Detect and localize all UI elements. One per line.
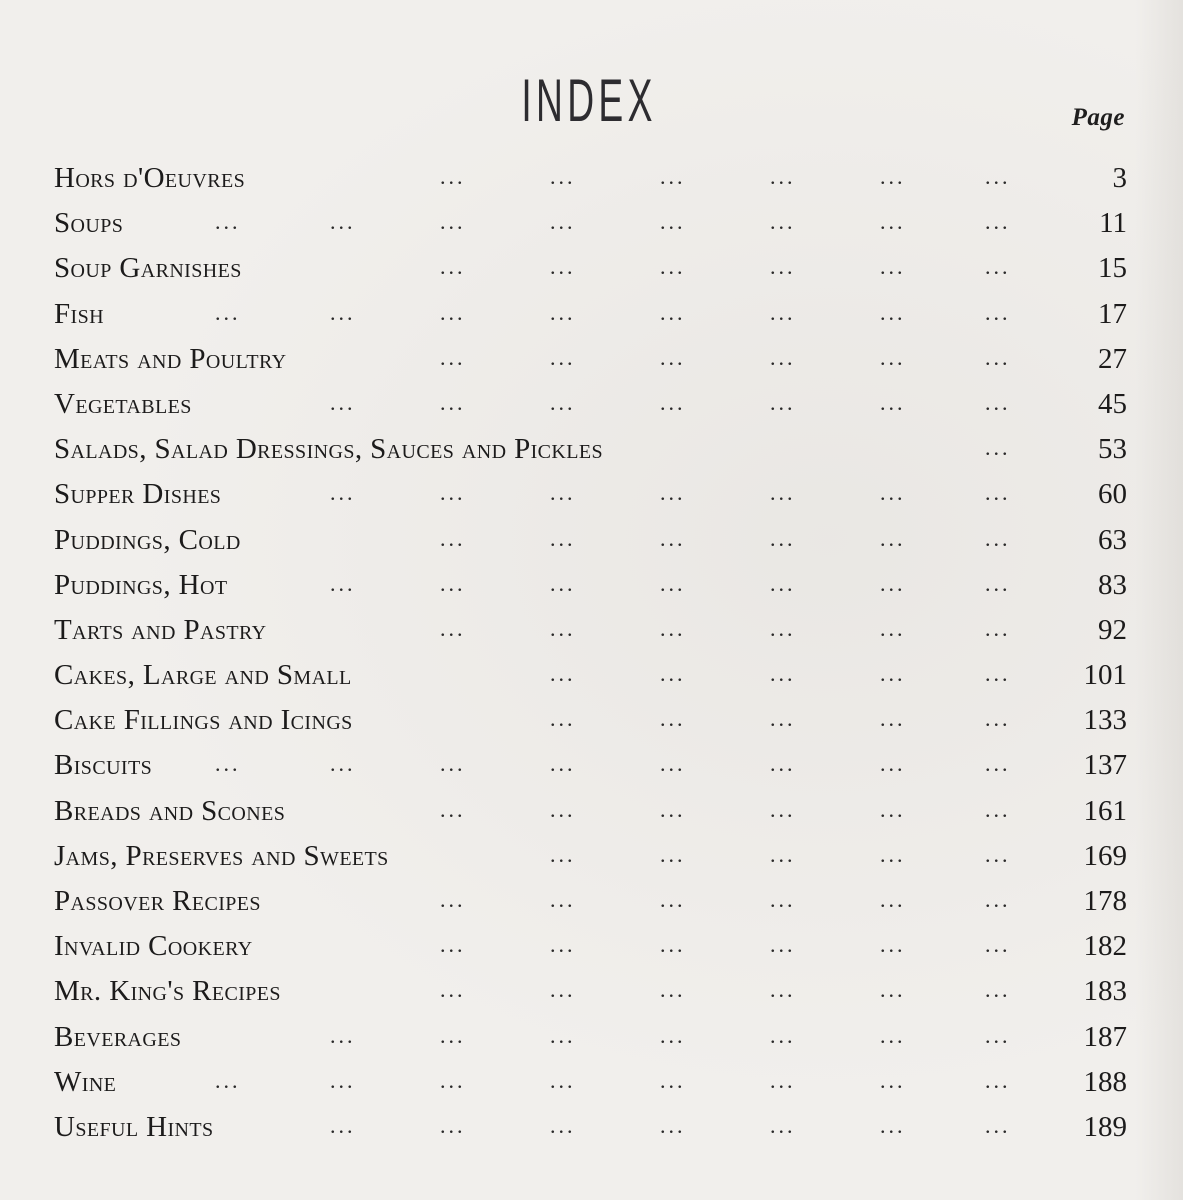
dot-leader: ... [985,932,1011,958]
dot-leader: ... [660,1067,686,1093]
dot-leader: ... [440,1067,466,1093]
dot-leader: ... [440,525,466,551]
dot-leader: ... [880,164,906,189]
dot-leader: ... [880,525,906,551]
dot-leader: ... [880,615,906,641]
index-entry [0,1060,1183,1105]
dot-leader: ... [550,661,576,687]
entry-page-number: 169 [1083,839,1127,872]
entry-label: Breads and Scones [54,794,286,827]
dot-leader: ... [770,164,796,189]
dot-leader: ... [660,1112,686,1138]
dot-leader: ... [440,932,466,958]
dot-leader: ... [770,209,796,235]
dot-leader: ... [550,1022,576,1048]
index-entry [0,608,1183,653]
dot-leader: ... [660,389,686,415]
dot-leader: ... [440,615,466,641]
dot-leader: ... [770,480,796,506]
dot-leader: ... [440,796,466,822]
dot-leader: ... [770,1112,796,1138]
dot-leader: ... [550,480,576,506]
dot-leader: ... [440,751,466,777]
dot-leader: ... [985,299,1011,325]
entry-page-number: 45 [1098,387,1127,420]
dot-leader: ... [985,254,1011,280]
dot-leader: ... [770,932,796,958]
entry-page-number: 161 [1083,794,1127,827]
dot-leader: ... [770,570,796,596]
entry-page-number: 92 [1098,613,1127,646]
dot-leader: ... [550,751,576,777]
entry-label: Soups [54,207,124,240]
index-entry [0,653,1183,698]
dot-leader: ... [660,164,686,189]
dot-leader: ... [330,751,356,777]
dot-leader: ... [985,706,1011,732]
index-entry [0,427,1183,472]
dot-leader: ... [550,796,576,822]
entry-label: Wine [54,1065,117,1098]
page-column-header: Page [1071,104,1125,131]
dot-leader: ... [880,1022,906,1048]
dot-leader: ... [440,344,466,370]
entry-label: Fish [54,297,104,330]
entry-label: Biscuits [54,749,153,782]
dot-leader: ... [330,389,356,415]
dot-leader: ... [550,209,576,235]
dot-leader: ... [660,841,686,867]
dot-leader: ... [770,796,796,822]
entry-label: Invalid Cookery [54,930,253,963]
entry-label: Soup Garnishes [54,252,242,285]
dot-leader: ... [770,751,796,777]
index-entry [0,292,1183,337]
dot-leader: ... [770,389,796,415]
index-entry [0,518,1183,563]
dot-leader: ... [880,1112,906,1138]
dot-leader: ... [880,751,906,777]
dot-leader: ... [550,932,576,958]
dot-leader: ... [770,299,796,325]
entry-label: Useful Hints [54,1110,214,1143]
dot-leader: ... [985,841,1011,867]
dot-leader: ... [985,751,1011,777]
index-entry [0,1105,1183,1150]
dot-leader: ... [660,661,686,687]
dot-leader: ... [880,570,906,596]
dot-leader: ... [550,254,576,280]
dot-leader: ... [880,389,906,415]
entry-label: Jams, Preserves and Sweets [54,839,389,872]
dot-leader: ... [550,841,576,867]
entry-page-number: 17 [1098,297,1127,330]
dot-leader: ... [550,887,576,912]
dot-leader: ... [770,706,796,732]
dot-leader: ... [770,1067,796,1093]
entry-label: Puddings, Hot [54,568,228,601]
dot-leader: ... [330,1067,356,1093]
dot-leader: ... [440,254,466,280]
entry-label: Beverages [54,1020,182,1053]
dot-leader: ... [660,887,686,912]
dot-leader: ... [880,299,906,325]
entry-page-number: 189 [1083,1110,1127,1143]
dot-leader: ... [660,299,686,325]
dot-leader: ... [880,661,906,687]
dot-leader: ... [660,254,686,280]
dot-leader: ... [660,706,686,732]
entry-label: Vegetables [54,387,192,420]
dot-leader: ... [550,344,576,370]
dot-leader: ... [440,570,466,596]
index-entry [0,924,1183,969]
dot-leader: ... [880,932,906,958]
entry-label: Passover Recipes [54,885,261,917]
dot-leader: ... [330,570,356,596]
dot-leader: ... [215,751,241,777]
dot-leader: ... [330,1022,356,1048]
entry-page-number: 11 [1099,207,1127,240]
index-entry [0,743,1183,788]
index-entry [0,1015,1183,1060]
dot-leader: ... [985,615,1011,641]
entry-label: Cakes, Large and Small [54,659,352,692]
dot-leader: ... [660,1022,686,1048]
dot-leader: ... [440,389,466,415]
entry-page-number: 3 [1112,162,1127,194]
dot-leader: ... [880,1067,906,1093]
dot-leader: ... [770,344,796,370]
dot-leader: ... [330,299,356,325]
dot-leader: ... [660,977,686,1003]
dot-leader: ... [660,525,686,551]
dot-leader: ... [660,796,686,822]
dot-leader: ... [550,389,576,415]
dot-leader: ... [770,661,796,687]
dot-leader: ... [330,480,356,506]
dot-leader: ... [550,299,576,325]
dot-leader: ... [660,344,686,370]
index-entry [0,246,1183,291]
dot-leader: ... [985,209,1011,235]
index-entry [0,337,1183,382]
dot-leader: ... [985,796,1011,822]
dot-leader: ... [440,299,466,325]
entry-label: Salads, Salad Dressings, Sauces and Pickles [54,433,603,466]
index-entry [0,698,1183,743]
entry-page-number: 60 [1098,478,1127,511]
dot-leader: ... [880,480,906,506]
dot-leader: ... [440,977,466,1003]
entry-page-number: 101 [1083,659,1127,692]
dot-leader: ... [880,706,906,732]
dot-leader: ... [660,932,686,958]
dot-leader: ... [770,977,796,1003]
dot-leader: ... [330,209,356,235]
dot-leader: ... [550,164,576,189]
entry-label: Cake Fillings and Icings [54,704,353,737]
dot-leader: ... [660,480,686,506]
index-entry [0,382,1183,427]
entry-page-number: 133 [1083,704,1127,737]
dot-leader: ... [660,751,686,777]
dot-leader: ... [550,977,576,1003]
dot-leader: ... [550,525,576,551]
entry-page-number: 83 [1098,568,1127,601]
entry-page-number: 137 [1083,749,1127,782]
dot-leader: ... [550,570,576,596]
page-title: INDEX [521,67,657,135]
entry-page-number: 183 [1083,975,1127,1008]
dot-leader: ... [985,887,1011,912]
entry-page-number: 63 [1098,523,1127,556]
dot-leader: ... [550,706,576,732]
entry-label: Mr. King's Recipes [54,975,281,1008]
dot-leader: ... [985,661,1011,687]
dot-leader: ... [985,480,1011,506]
entry-page-number: 187 [1083,1020,1127,1053]
dot-leader: ... [880,977,906,1003]
index-entry [0,879,1183,924]
entry-page-number: 27 [1098,342,1127,375]
index-entry [0,156,1183,201]
dot-leader: ... [985,525,1011,551]
dot-leader: ... [550,1112,576,1138]
entry-label: Puddings, Cold [54,523,241,556]
dot-leader: ... [660,570,686,596]
dot-leader: ... [985,435,1011,461]
index-entry [0,969,1183,1014]
dot-leader: ... [880,254,906,280]
dot-leader: ... [440,209,466,235]
dot-leader: ... [985,977,1011,1003]
dot-leader: ... [770,254,796,280]
dot-leader: ... [215,1067,241,1093]
index-entry [0,201,1183,246]
dot-leader: ... [440,164,466,189]
dot-leader: ... [660,615,686,641]
entry-page-number: 188 [1083,1065,1127,1098]
index-list [0,156,1183,1150]
dot-leader: ... [985,389,1011,415]
entry-page-number: 53 [1098,433,1127,466]
dot-leader: ... [880,209,906,235]
dot-leader: ... [770,525,796,551]
entry-label: Supper Dishes [54,478,222,511]
dot-leader: ... [985,1067,1011,1093]
dot-leader: ... [880,841,906,867]
dot-leader: ... [440,1112,466,1138]
entry-page-number: 182 [1083,930,1127,963]
dot-leader: ... [770,841,796,867]
dot-leader: ... [770,887,796,912]
dot-leader: ... [880,344,906,370]
dot-leader: ... [440,480,466,506]
dot-leader: ... [215,299,241,325]
dot-leader: ... [440,1022,466,1048]
dot-leader: ... [985,1112,1011,1138]
dot-leader: ... [880,796,906,822]
index-entry [0,563,1183,608]
entry-page-number: 178 [1083,885,1127,917]
index-entry [0,472,1183,517]
dot-leader: ... [985,164,1011,189]
dot-leader: ... [440,887,466,912]
dot-leader: ... [770,615,796,641]
dot-leader: ... [660,209,686,235]
dot-leader: ... [330,1112,356,1138]
dot-leader: ... [985,570,1011,596]
entry-label: Meats and Poultry [54,342,287,375]
entry-label: Tarts and Pastry [54,613,267,646]
dot-leader: ... [215,209,241,235]
index-entry [0,789,1183,834]
dot-leader: ... [880,887,906,912]
dot-leader: ... [550,615,576,641]
dot-leader: ... [985,1022,1011,1048]
dot-leader: ... [770,1022,796,1048]
dot-leader: ... [550,1067,576,1093]
entry-page-number: 15 [1098,252,1127,285]
dot-leader: ... [985,344,1011,370]
index-entry [0,834,1183,879]
entry-label: Hors d'Oeuvres [54,162,246,194]
